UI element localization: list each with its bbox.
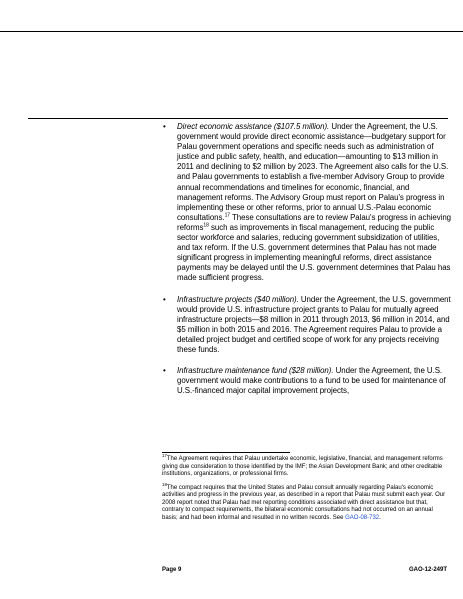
footnote-text-end: . [379,514,381,521]
bullet-direct-economic-assistance [163,122,451,284]
bullet-text: such as improvements in fiscal management, reducing the public sector workforce and salaries, reducing government subsidization of utilities, and tax reform. If the U.S. government determines that Palau has not made significant progress in implementing meaningful reforms, direct assistance payments may be delayed until the U.S. government determines that Palau has made sufficient progress. [177,222,451,283]
bullet-text: Under the Agreement, the U.S. government would provide direct economic assistance—budgetary support for Palau government operations and specific needs such as administration of justice and public safety, health, and education—amounting to $13 million in 2011 and declining to $2 million by 2023. The Agreement also calls for the U.S. and Palau governments to establish a five-member Advisory Group to provide annual recommendations and timelines for economic, financial, and management reforms. The Advisory Group must report on Palau's progress in implementing these or other reforms, prior to annual U.S.-Palau economic consultations. [177,122,449,222]
page-number: Page 9 [162,567,182,573]
bullet-lead: Infrastructure projects ($40 million). [177,294,299,304]
bullet-infrastructure-maintenance-fund [163,366,451,396]
report-code: GAO-12-249T [408,567,447,573]
bullet-icon: • [163,122,166,131]
footnote-17 [162,453,448,479]
footnote-ref[interactable]: 18 [203,222,209,229]
footnote-text: The Agreement requires that Palau undertake economic, legislative, financial, and management reforms giving due consideration to those identified by the IMF; the Asian Development Bank; and other creditable institutions, organizations, or professional firms. [162,456,443,477]
footnote-rule [162,452,290,453]
bullet-list [163,122,451,407]
bullet-icon: • [163,294,166,304]
footnote-number: 17 [162,453,167,458]
bullet-text: These consultations are to review Palau's progress in achieving reforms [177,212,452,232]
bullet-lead: Infrastructure maintenance fund ($28 million). [177,366,334,376]
bullet-infrastructure-projects [163,295,451,356]
footnote-number: 18 [162,481,167,487]
bullet-text: Under the Agreement, the U.S. government would make contributions to a fund to be used for maintenance of U.S.-financed major capital improvement projects, [177,366,446,396]
footnotes [162,453,448,528]
report-link[interactable]: GAO-08-732 [345,514,380,521]
section-rule [28,118,448,119]
header-rule [0,31,463,32]
footnote-18 [162,481,448,523]
bullet-text: Under the Agreement, the U.S. government would provide U.S. infrastructure project grants to Palau for mutually agreed infrastructure projects—$8 million in 2011 through 2013, $6 million in 2014, and $5 million in both 2015 and 2016. The Agreement requires Palau to provide a detailed project budget and certified scope of work for any projects receiving these funds. [177,294,451,354]
footnote-text: The compact requires that the United States and Palau consult annually regarding Palau's economic activities and progress in the previous year, as described in a report that Palau must submit each year. Our 2008 report noted that Palau had met reporting conditions associated with direct assistance but that, contrary to compact requirements, the bilateral economic consultations had not occurred on an annual basis; and had been informal and resulted in no written records. See [162,484,446,521]
bullet-icon: • [163,366,166,376]
footnote-ref[interactable]: 17 [224,212,231,219]
bullet-lead: Direct economic assistance ($107.5 million). [177,122,330,131]
